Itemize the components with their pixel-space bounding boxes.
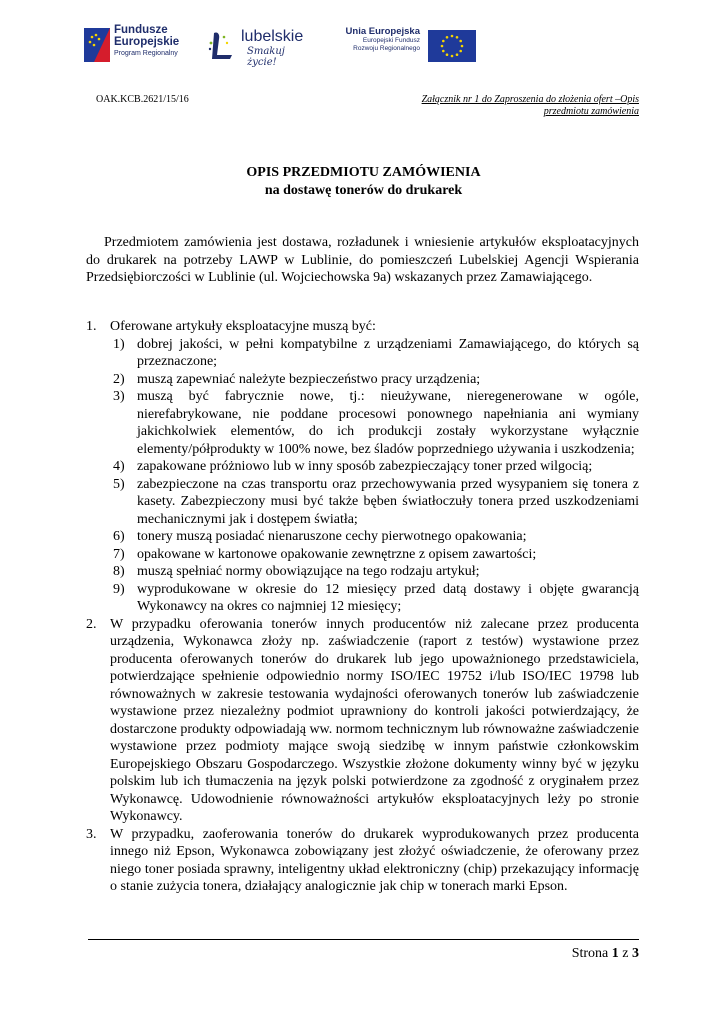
list-item	[113, 528, 639, 546]
section-text: Oferowane artykuły eksploatacyjne muszą być:	[110, 319, 376, 334]
list-item	[113, 476, 639, 529]
list-item	[113, 388, 639, 458]
annex-note	[400, 94, 639, 117]
item-text: tonery muszą posiadać nienaruszone cechy pierwotnego opakowania;	[137, 529, 527, 544]
item-number: 5)	[113, 476, 125, 492]
item-text: muszą być fabrycznie nowe, tj.: nieużywane, nieregenerowane w ogóle, nierefabrykowane, nie poddane procesowi ponownego napełniania ani wymiany jakichkolwiek elementów, do ich produkcji zostały wykorzystane wyłącznie elementy/półprodukty w 100% nowe, bez śladów poprzedniego używania i uszkodzenia;	[137, 389, 639, 457]
list-item	[113, 371, 639, 389]
list-item	[113, 546, 639, 564]
item-text: muszą spełniać normy obowiązujące na tego rodzaju artykuł;	[137, 564, 480, 579]
fundusze-europejskie-logo	[84, 24, 188, 66]
unia-europejska-logo	[338, 26, 478, 66]
intro-paragraph: Przedmiotem zamówienia jest dostawa, rozładunek i wniesienie artykułów eksploatacyjnych do drukarek na potrzeby LAWP w Lublinie, do pomieszczeń Lubelskiej Agencji Wspierania Przedsiębiorczości w Lublinie (ul. Wojciechowska 9a) wskazanych przez Zamawiającego.	[86, 235, 639, 285]
item-number: 2)	[113, 371, 125, 387]
page-number	[520, 946, 639, 962]
item-number: 4)	[113, 459, 125, 474]
fe-line2: Europejskie	[114, 36, 180, 48]
ue-line2: Europejski Fundusz	[362, 37, 420, 44]
section-text: W przypadku oferowania tonerów innych producentów niż zalecane przez producenta urządzenia, Wykonawca złoży np. zaświadczenie (raport z testów) wystawione przez producenta oferowanych tonerów do drukarek lub jego upoważnionego przedstawiciela, potwierdzające spełnienie odpowiednio normy ISO/IEC 19752 i/lub ISO/IEC 19798 lub równoważnych w zakresie testowania wydajności oferowanych tonerów lub zaświadczenie wystawione przez niezależny podmiot uprawniony do kontroli jakości potwierdzający, że dostarczone produkty odpowiadają ww. normom technicznym lub równoważne zaświadczenie wystawione przez podmioty mające swoją siedzibę w innym państwie członkowskim Europejskiego Obszaru Gospodarczego. Wszystkie złożone dokumenty winny być w języku polskim lub ich tłumaczenia na język polski potwierdzone za zgodność z oryginałem przez Wykonawcę. Udowodnienie równoważności artykułów eksploatacyjnych leży po stronie Wykonawcy.	[110, 616, 639, 824]
sub-list	[110, 336, 639, 616]
annex-line2: przedmiotu zamówienia	[543, 105, 639, 117]
current-page: 1	[611, 946, 619, 961]
total-pages: 3	[632, 946, 639, 961]
page-subtitle: na dostawę tonerów do drukarek	[264, 183, 463, 198]
item-text: zabezpieczone na czas transportu oraz przechowywania przed wysypaniem się tonera z kasety. Zabezpieczony musi być także bęben światłoczuły tonera przed uszkodzeniami mechanicznymi jak i dostępem światła;	[137, 476, 639, 527]
lubelskie-logo	[208, 26, 312, 66]
item-text: wyprodukowane w okresie do 12 miesięcy przed datą dostawy i objęte gwarancją Wykonawcy na okres co najmniej 12 miesięcy;	[137, 581, 639, 614]
section-2	[86, 616, 639, 826]
requirements-list	[86, 318, 639, 896]
item-text: zapakowane próżniowo lub w inny sposób zabezpieczający toner przed wilgocią;	[137, 459, 593, 474]
fe-line3: Program Regionalny	[114, 50, 178, 57]
section-number: 2.	[86, 616, 97, 632]
ue-line1: Unia Europejska	[345, 26, 420, 37]
item-number: 9)	[113, 581, 125, 597]
item-text: opakowane w kartonowe opakowanie zewnętrzne z opisem zawartości;	[137, 546, 537, 562]
section-text: W przypadku, zaoferowania tonerów do drukarek wyprodukowanych przez producenta innego niż Epson, Wykonawca zobowiązany jest złożyć oświadczenie, że oferowany przez niego toner posiada sprawny, inteligentny układ elektroniczny (chip) przekazujący informację o stanie zużycia tonera, działający analogicznie jak chip w tonerach marki Epson.	[110, 826, 639, 894]
document-reference: OAK.KCB.2621/15/16	[96, 94, 189, 105]
lubelskie-word: lubelskie	[241, 28, 304, 45]
item-text: muszą zapewniać należyte bezpieczeństwo pracy urządzenia;	[137, 371, 481, 387]
annex-line1: Załącznik nr 1 do Zaproszenia do złożenia ofert –Opis	[421, 94, 639, 105]
page-title: OPIS PRZEDMIOTU ZAMÓWIENIA	[246, 165, 481, 180]
section-1	[86, 318, 639, 616]
lubelskie-mark-icon	[208, 29, 238, 61]
item-number: 7)	[113, 546, 125, 562]
list-item	[113, 581, 639, 616]
item-number: 6)	[113, 529, 125, 544]
lubelskie-slogan: Smakuj życie!	[247, 46, 285, 68]
eu-flag-icon	[428, 30, 476, 62]
list-item	[113, 336, 639, 371]
section-number: 3.	[86, 826, 97, 842]
page-word: Strona	[571, 946, 609, 961]
section-number: 1.	[86, 319, 97, 334]
list-item	[113, 563, 639, 581]
item-text: dobrej jakości, w pełni kompatybilne z urządzeniami Zamawiającego, do których są przeznaczone;	[137, 336, 639, 369]
logo-band	[84, 24, 476, 68]
footer-divider	[88, 939, 639, 940]
fe-flag-icon	[84, 28, 110, 62]
of-word: z	[622, 946, 629, 961]
ue-line3: Rozwoju Regionalnego	[353, 45, 420, 52]
item-number: 3)	[113, 389, 125, 404]
list-item	[113, 458, 639, 476]
fe-line1: Fundusze	[114, 24, 168, 36]
item-number: 1)	[113, 336, 125, 352]
section-3	[86, 826, 639, 896]
item-number: 8)	[113, 564, 125, 579]
